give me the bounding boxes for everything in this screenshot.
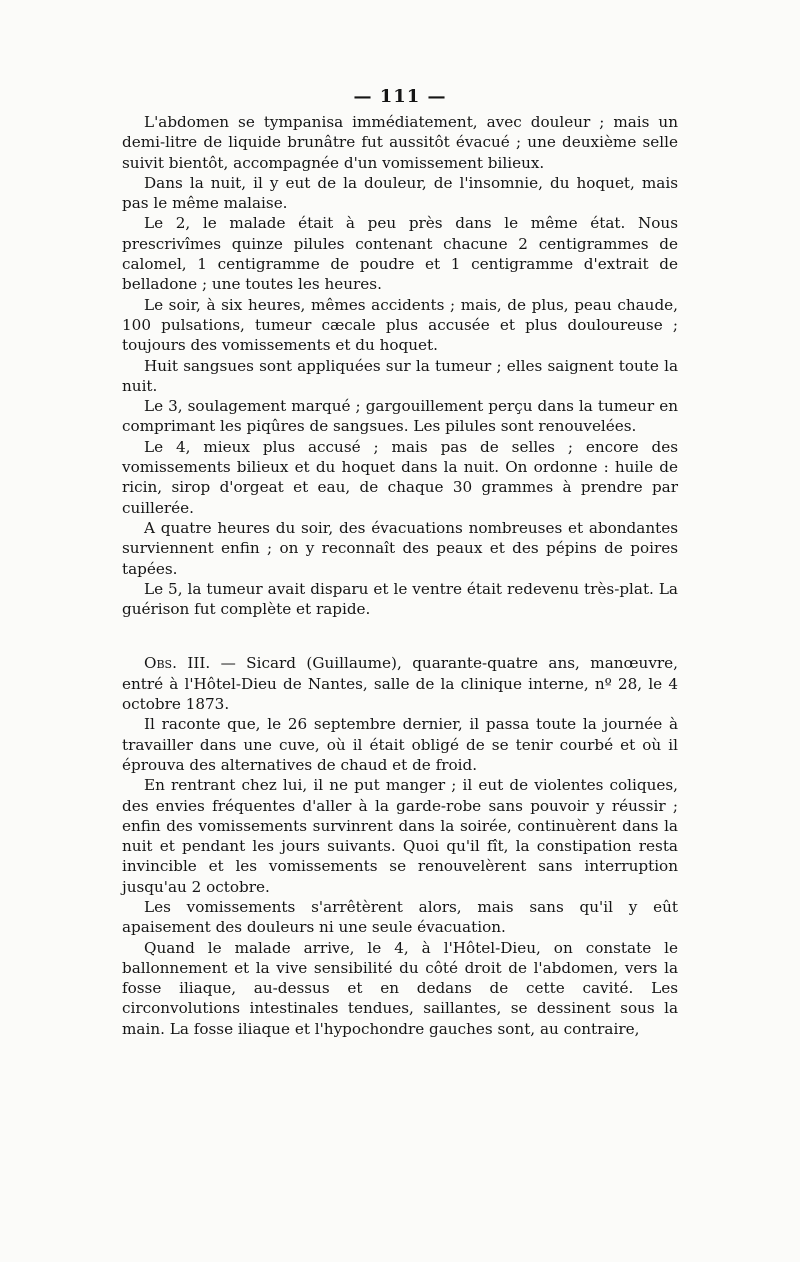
paragraph-4: Le soir, à six heures, mêmes accidents ; mais, de plus, peau chaude, 100 pulsations, tumeur cæcale plus accusée et plus douloureuse ; toujours des vomissements et du hoquet. bbox=[122, 295, 678, 355]
observation-label: Obs. III. bbox=[144, 654, 211, 673]
observation-paragraph-1: Il raconte que, le 26 septembre dernier, il passa toute la journée à travailler dans une cuve, où il était obligé de se tenir courbé et où il éprouva des alternatives de chaud et de froid. bbox=[122, 715, 678, 774]
paragraph-5: Huit sangsues sont appliquées sur la tumeur ; elles saignent toute la nuit. bbox=[122, 356, 678, 395]
paragraph-1: L'abdomen se tympanisa immédiatement, avec douleur ; mais un demi-litre de liquide brunâtre fut aussitôt évacué ; une deuxième selle suivit bientôt, accompagnée d'un vomissement bilieux. bbox=[122, 113, 678, 172]
observation-heading-text: — Sicard (Guillaume), quarante-quatre ans, manœuvre, entré à l'Hôtel-Dieu de Nantes, salle de la clinique interne, nº 28, le 4 octobre 1873. bbox=[122, 654, 678, 714]
page-number: — 111 — bbox=[353, 86, 447, 107]
observation-paragraph-2: En rentrant chez lui, il ne put manger ; il eut de violentes coliques, des envies fréquentes d'aller à la garde-robe sans pouvoir y réussir ; enfin des vomissements survinrent dans la soirée, continuèrent dans la nuit et pendant les jours suivants. Quoi qu'il fît, la constipation resta invincible et les vomissements se renouvelèrent sans interruption jusqu'au 2 octobre. bbox=[122, 776, 678, 896]
paragraph-3: Le 2, le malade était à peu près dans le même état. Nous prescrivîmes quinze pilules contenant chacune 2 centigrammes de calomel, 1 centigramme de poudre et 1 centigramme d'extrait de belladone ; une toutes les heures. bbox=[122, 214, 678, 294]
observation-paragraph-4: Quand le malade arrive, le 4, à l'Hôtel-Dieu, on constate le ballonnement et la vive sensibilité du côté droit de l'abdomen, vers la fosse iliaque, au-dessus et en dedans de cette cavité. Les circonvolutions intestinales tendues, saillantes, se dessinent sous la main. La fosse iliaque et l'hypochondre gauches sont, au contraire, bbox=[122, 938, 678, 1038]
observation-heading bbox=[122, 653, 678, 714]
paragraph-6: Le 3, soulagement marqué ; gargouillement perçu dans la tumeur en comprimant les piqûres de sangsues. Les pilules sont renouvelées. bbox=[122, 397, 678, 436]
paragraph-2: Dans la nuit, il y eut de la douleur, de l'insomnie, du hoquet, mais pas le même malaise. bbox=[122, 173, 678, 213]
paragraph-9: Le 5, la tumeur avait disparu et le ventre était redevenu très-plat. La guérison fut complète et rapide. bbox=[122, 579, 678, 619]
observation-paragraph-3: Les vomissements s'arrêtèrent alors, mais sans qu'il y eût apaisement des douleurs ni une seule évacuation. bbox=[122, 897, 678, 937]
paragraph-8: A quatre heures du soir, des évacuations nombreuses et abondantes surviennent enfin ; on y reconnaît des peaux et des pépins de poires tapées. bbox=[122, 518, 678, 578]
paragraph-7: Le 4, mieux plus accusé ; mais pas de selles ; encore des vomissements bilieux et du hoquet dans la nuit. On ordonne : huile de ricin, sirop d'orgeat et eau, de chaque 30 grammes à prendre par cuillerée. bbox=[122, 437, 678, 517]
page-text-block bbox=[122, 84, 678, 1039]
